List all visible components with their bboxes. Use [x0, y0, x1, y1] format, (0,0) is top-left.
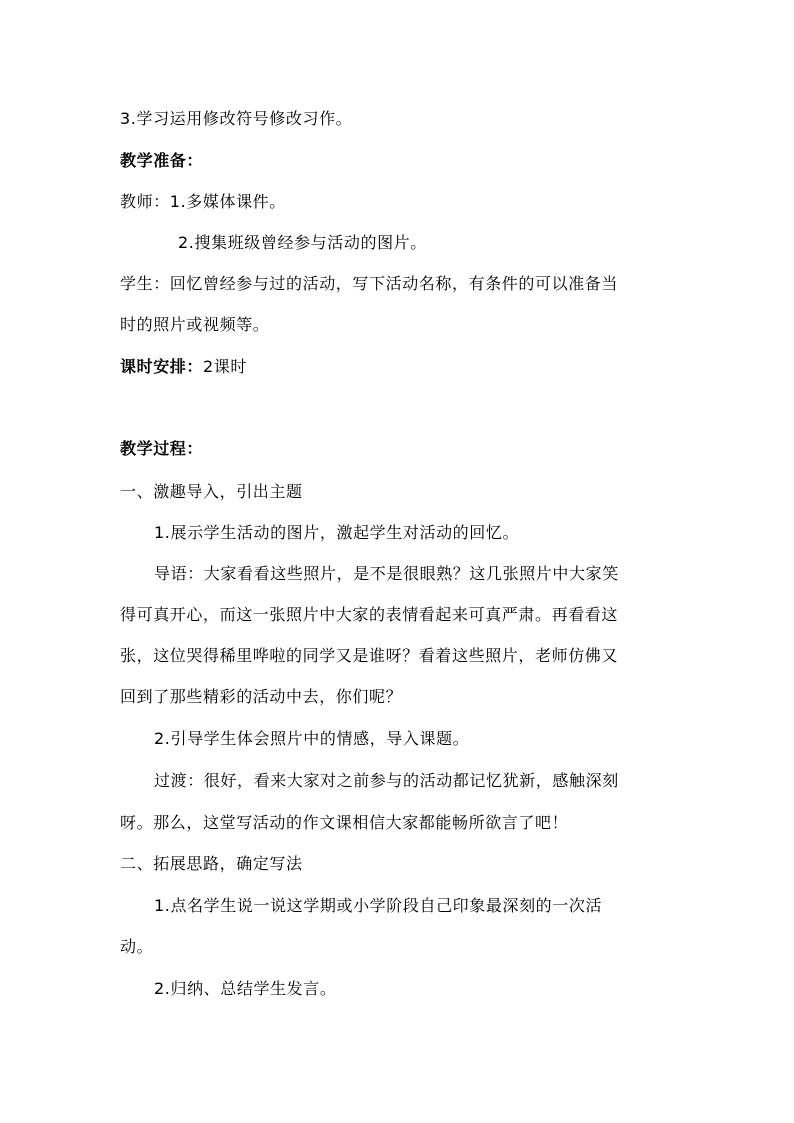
section-heading-preparation: 教学准备：	[120, 151, 204, 170]
subheading-intro: 一、激趣导入，引出主题	[120, 482, 303, 501]
objective-line-3: 3.学习运用修改符号修改习作。	[120, 109, 353, 128]
guide-line-1: 导语：大家看看这些照片，是不是很眼熟？这几张照片中大家笑	[154, 564, 619, 583]
guide-line-4: 回到了那些精彩的活动中去，你们呢？	[120, 687, 403, 706]
expand-step-1-line-2: 动。	[120, 937, 154, 956]
schedule-line	[120, 356, 680, 378]
guide-line-2: 得可真开心，而这一张照片中大家的表情看起来可真严肃。再看看这	[120, 605, 619, 624]
expand-step-1-line-1: 1.点名学生说一说这学期或小学阶段自己印象最深刻的一次活	[154, 896, 603, 915]
student-prep-line-1: 学生：回忆曾经参与过的活动，写下活动名称，有条件的可以准备当	[120, 274, 619, 293]
schedule-value: 2课时	[203, 357, 247, 376]
teacher-prep-line-1: 教师：1.多媒体课件。	[120, 192, 286, 211]
step-2-line: 2.引导学生体会照片中的情感，导入课题。	[154, 729, 470, 748]
transition-line-2: 呀。那么，这堂写活动的作文课相信大家都能畅所欲言了吧！	[120, 813, 569, 832]
guide-line-3: 张，这位哭得稀里哗啦的同学又是谁呀？看着这些照片，老师仿佛又	[120, 646, 619, 665]
transition-line-1: 过渡：很好，看来大家对之前参与的活动都记忆犹新，感触深刻	[154, 771, 619, 790]
subheading-expand: 二、拓展思路，确定写法	[120, 854, 303, 873]
section-heading-process: 教学过程：	[120, 439, 204, 458]
student-prep-line-2: 时的照片或视频等。	[120, 315, 270, 334]
schedule-label: 课时安排：	[120, 357, 204, 376]
teacher-prep-line-2: 2.搜集班级曾经参与活动的图片。	[178, 233, 427, 252]
step-1-line: 1.展示学生活动的图片，激起学生对活动的回忆。	[154, 523, 520, 542]
expand-step-2-line: 2.归纳、总结学生发言。	[154, 979, 337, 998]
